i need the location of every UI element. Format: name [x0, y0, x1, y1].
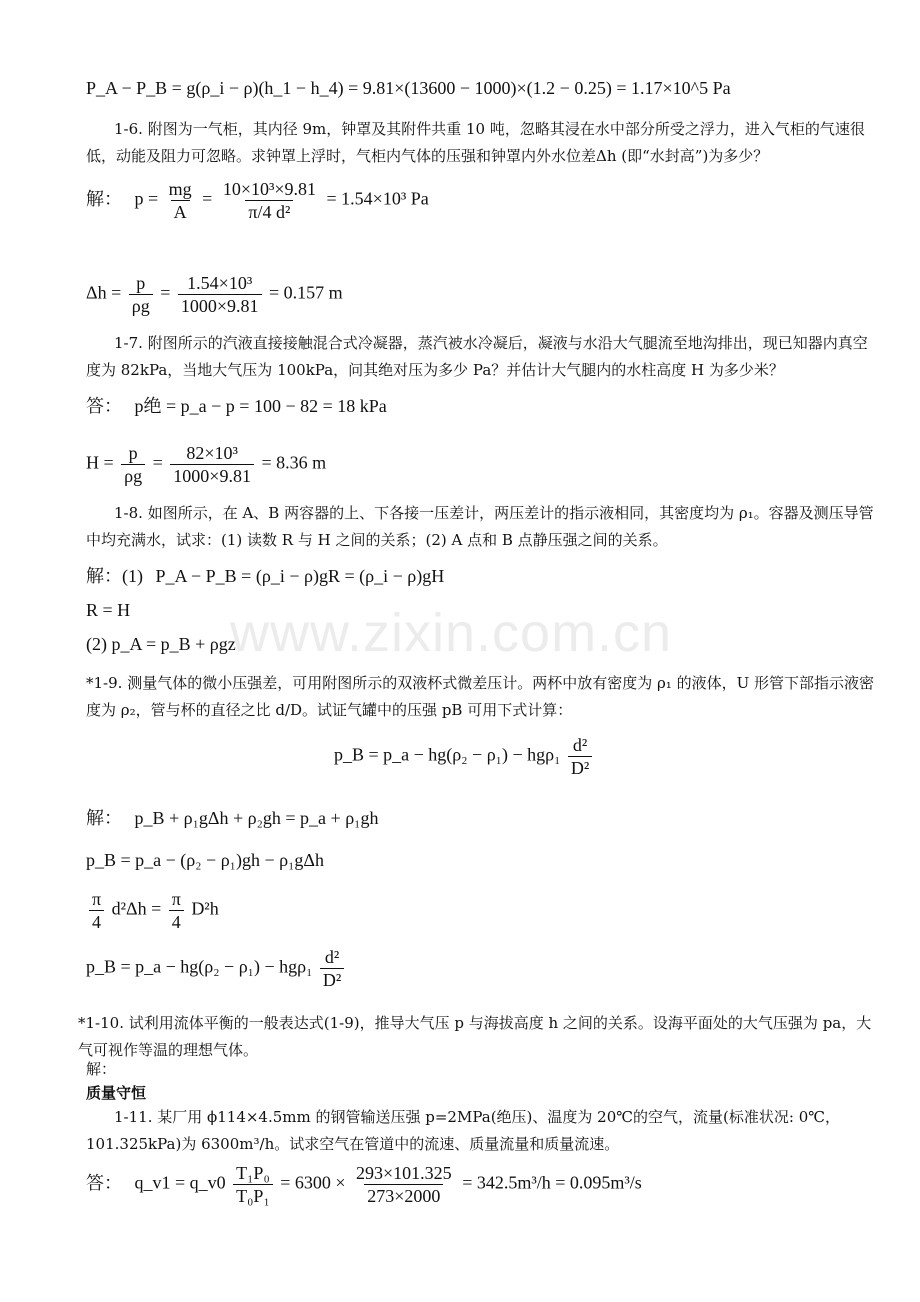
- watermark: www.zixin.com.cn: [230, 603, 673, 663]
- problem-1-10-text: *1-10. 试利用流体平衡的一般表达式(1-9)，推导大气压 p 与海拔高度 h 之间的关系。设海平面处的大气压强为 pa，大气可视作等温的理想气体。: [78, 1014, 872, 1059]
- answer-label: 答：: [86, 1172, 122, 1193]
- fraction: [121, 442, 145, 487]
- frac-num: 10×10³×9.81: [222, 179, 317, 199]
- problem-1-7-eq2: [86, 442, 326, 487]
- frac-den: 4: [169, 910, 184, 933]
- problem-1-6-eq2: [86, 272, 343, 317]
- eq-part: P_A − P_B = (ρ_i − ρ)gR = (ρ_i − ρ)gH: [155, 566, 445, 586]
- problem-1-9-text: *1-9. 测量气体的微小压强差，可用附图所示的双液杯式微差压计。两杯中放有密度为 ρ₁ 的液体，U 形管下部指示液密度为 ρ₂，管与杯的直径之比 d/D。试证气罐中的压强 pB 可用下式计算：: [86, 674, 874, 719]
- frac-den: π/4 d²: [245, 200, 293, 223]
- eq-part: p_B + ρ₁gΔh + ρ₂gh = p_a + ρ₁gh: [134, 808, 379, 828]
- frac-den: 1000×9.81: [170, 464, 254, 487]
- fraction: [220, 178, 319, 223]
- fraction: [178, 272, 262, 317]
- section-heading: 质量守恒: [86, 1084, 147, 1102]
- frac-den: T₀P₁: [233, 1184, 273, 1207]
- eq-part: q_v1 = q_v0: [134, 1172, 226, 1193]
- frac-num: d²: [572, 735, 588, 755]
- fraction: [89, 888, 104, 933]
- frac-den: D²: [320, 968, 344, 991]
- eq-part: p_B = p_a − hg(ρ₂ − ρ₁) − hgρ₁: [334, 744, 561, 765]
- fraction: [129, 272, 153, 317]
- problem-1-9-eq2: p_B = p_a − (ρ₂ − ρ₁)gh − ρ₁gΔh: [86, 850, 324, 870]
- frac-num: 1.54×10³: [187, 273, 253, 293]
- frac-num: mg: [168, 179, 192, 199]
- answer-label: 答：: [86, 396, 122, 416]
- fraction: [568, 734, 592, 779]
- eq-part: = 6300 ×: [280, 1172, 346, 1193]
- frac-den: A: [171, 200, 190, 223]
- problem-1-11-text: 1-11. 某厂用 ϕ114×4.5mm 的钢管输送压强 p=2MPa(绝压)、温度为 20℃的空气，流量(标准状况: 0℃，101.325kPa)为 6300m³/h。试求空气在管道中的流速、质量流量和质量流速。: [86, 1108, 841, 1153]
- frac-den: 4: [89, 910, 104, 933]
- eq-part: = 1.54×10³ Pa: [326, 188, 429, 209]
- eq-part: p_B = p_a − hg(ρ₂ − ρ₁) − hgρ₁: [86, 956, 313, 977]
- frac-num: π: [171, 889, 181, 909]
- problem-1-11-eq: [86, 1162, 642, 1207]
- frac-num: d²: [324, 947, 340, 967]
- problem-1-8-eq2: R = H: [86, 600, 131, 620]
- eq-part: = 8.36 m: [261, 452, 327, 473]
- problem-1-9-eq3: [86, 888, 219, 933]
- eq-part: d²Δh =: [111, 898, 166, 919]
- solution-label: 解：: [86, 188, 122, 209]
- fraction: [320, 946, 344, 991]
- problem-1-10-label: 解：: [86, 1060, 117, 1078]
- eq-part: H =: [86, 452, 119, 473]
- problem-1-6-eq1: [86, 178, 429, 223]
- problem-1-6-text: 1-6. 附图为一气柜，其内径 9m，钟罩及其附件共重 10 吨，忽略其浸在水中部分所受之浮力，进入气柜的气速很低，动能及阻力可忽略。求钟罩上浮时，气柜内气体的压强和钟罩内外水位差Δh (即“水封高”)为多少？: [86, 120, 865, 165]
- problem-1-7-text: 1-7. 附图所示的汽液直接接触混合式冷凝器，蒸汽被水冷凝后，凝液与水沿大气腿流至地沟排出，现已知器内真空度为 82kPa，当地大气压为 100kPa，问其绝对压为多少 Pa？并估计大气腿内的水柱高度 H 为多少米？: [86, 334, 868, 379]
- frac-den: D²: [568, 756, 592, 779]
- problem-1-9-eq1: [86, 804, 378, 830]
- problem-1-8-text: 1-8. 如图所示，在 A、B 两容器的上、下各接一压差计，两压差计的指示液相同，其密度均为 ρ₁。容器及测压导管中均充满水，试求：(1) 读数 R 与 H 之间的关系；(2) A 点和 B 点静压强之间的关系。: [86, 504, 874, 549]
- frac-den: 273×2000: [364, 1184, 443, 1207]
- problem-1-9-eq4: [86, 946, 347, 991]
- frac-num: 293×101.325: [356, 1163, 452, 1183]
- frac-num: π: [92, 889, 102, 909]
- frac-den: ρg: [129, 294, 153, 317]
- eq-part: =: [202, 188, 213, 209]
- problem-1-9-eq-center: [334, 734, 595, 779]
- frac-num: p: [136, 273, 146, 293]
- eq-part: D²h: [191, 898, 219, 919]
- frac-den: ρg: [121, 464, 145, 487]
- solution-label: 解：: [86, 808, 122, 828]
- problem-1-8-eq1: [86, 562, 444, 588]
- eq-part: =: [152, 452, 163, 473]
- fraction: [170, 442, 254, 487]
- problem-1-8-eq3: (2) p_A = p_B + ρgz: [86, 634, 236, 654]
- fraction: [353, 1162, 455, 1207]
- eq-part: p绝 = p_a − p = 100 − 82 = 18 kPa: [134, 396, 387, 416]
- eq-part: p =: [134, 188, 163, 209]
- eq-part: =: [160, 282, 171, 303]
- frac-num: T₁P₀: [236, 1163, 270, 1183]
- eq-part: = 0.157 m: [269, 282, 343, 303]
- frac-num: 82×10³: [186, 443, 238, 463]
- solution-label: 解：(1): [86, 566, 143, 586]
- frac-den: 1000×9.81: [178, 294, 262, 317]
- frac-num: p: [128, 443, 138, 463]
- eq-part: Δh =: [86, 282, 126, 303]
- fraction: [169, 888, 184, 933]
- eq-part: = 342.5m³/h = 0.095m³/s: [462, 1172, 642, 1193]
- fraction: [233, 1162, 273, 1207]
- equation-top: P_A − P_B = g(ρ_i − ρ)(h_1 − h_4) = 9.81×(13600 − 1000)×(1.2 − 0.25) = 1.17×10^5 Pa: [86, 78, 731, 98]
- fraction: [166, 178, 195, 223]
- problem-1-7-eq1: [86, 392, 387, 418]
